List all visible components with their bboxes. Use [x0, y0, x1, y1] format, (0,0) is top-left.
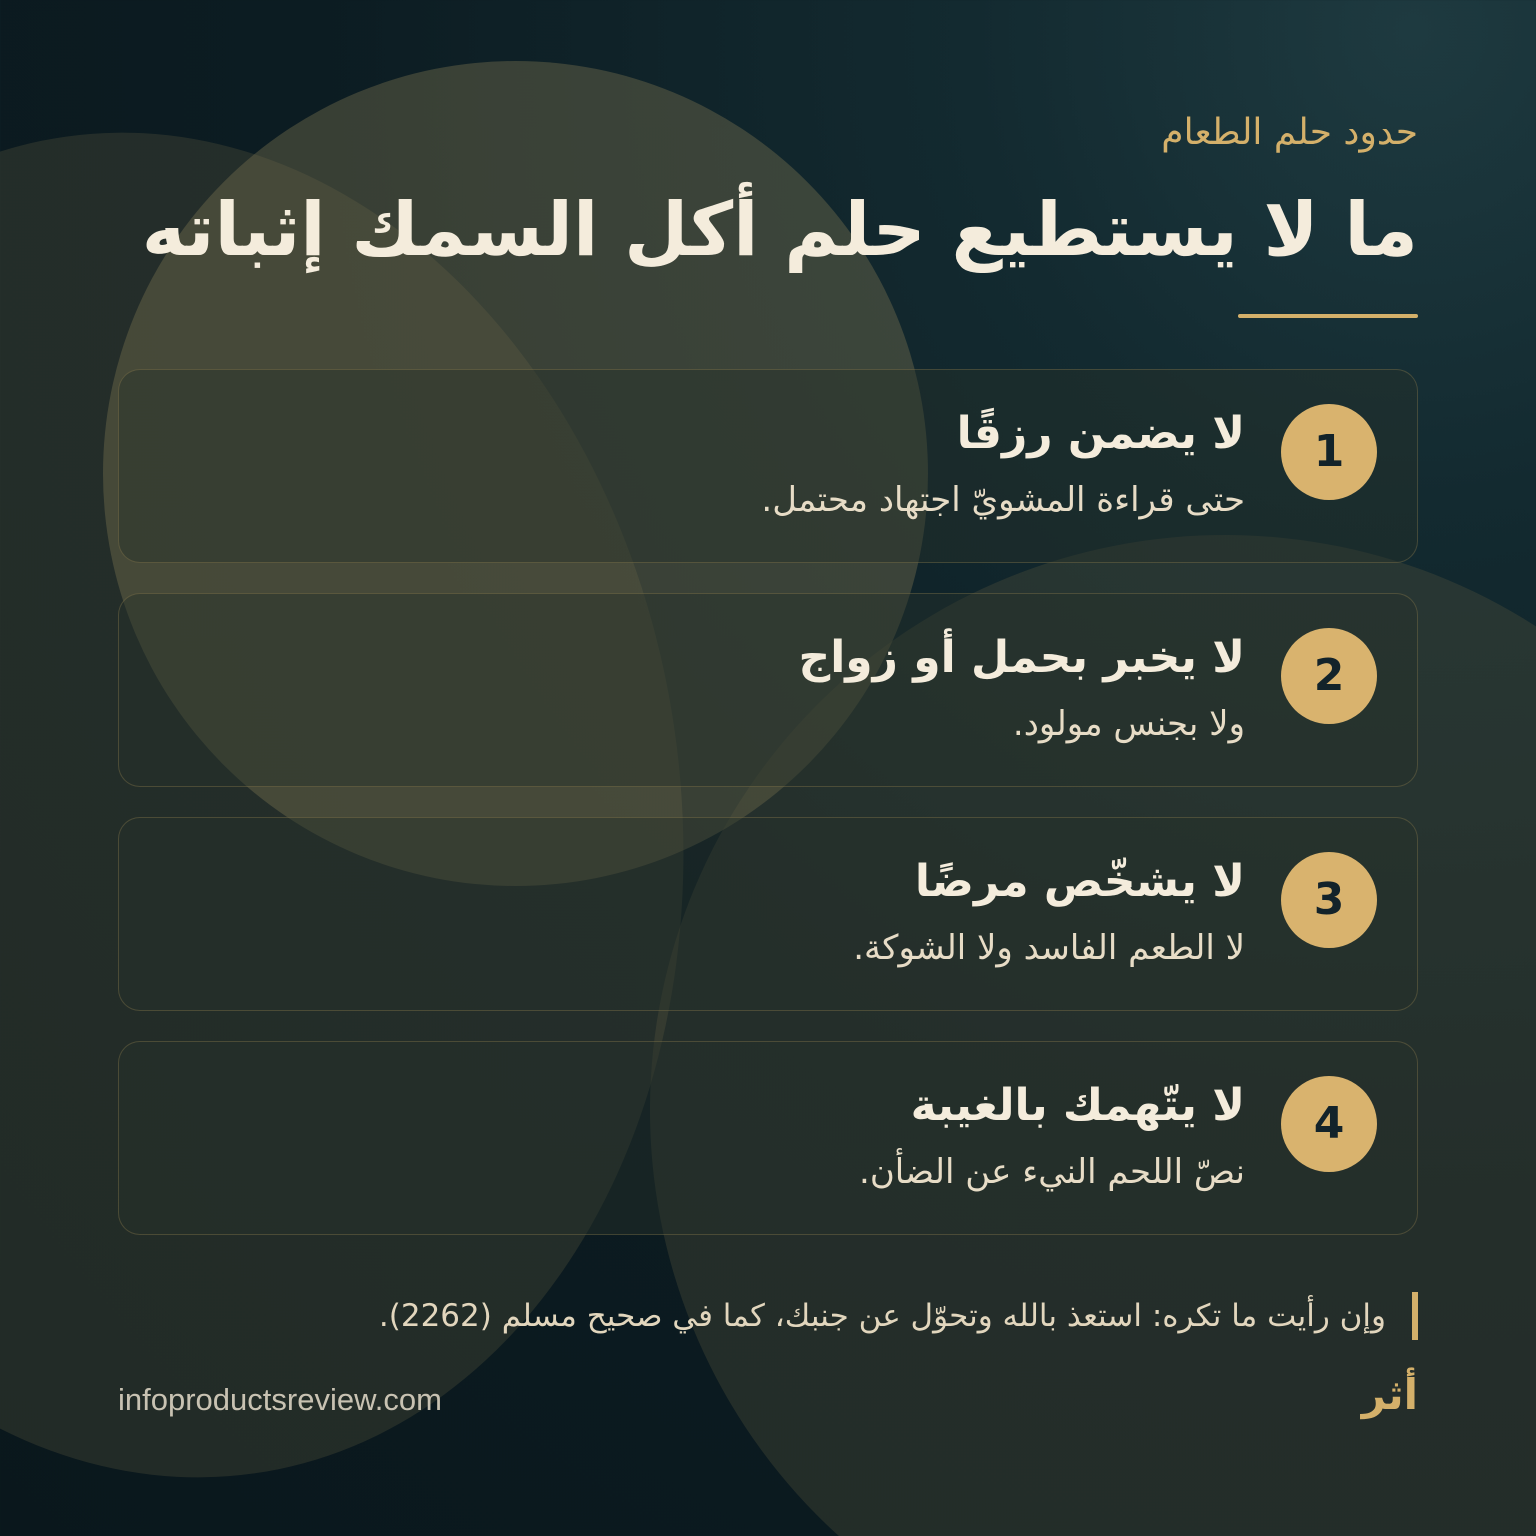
item-description: حتى قراءة المشويّ اجتهاد محتمل. [761, 480, 1245, 520]
list-item [118, 369, 1418, 563]
item-title: لا يشخّص مرضًا [914, 856, 1245, 907]
eyebrow-label: حدود حلم الطعام [1161, 112, 1418, 153]
number-badge: 4 [1281, 1076, 1377, 1172]
number-badge: 3 [1281, 852, 1377, 948]
item-description: لا الطعم الفاسد ولا الشوكة. [853, 928, 1245, 968]
footer-note: وإن رأيت ما تكره: استعذ بالله وتحوّل عن جنبك، كما في صحيح مسلم (2262). [379, 1292, 1418, 1340]
brand-logo: أثر [1361, 1370, 1418, 1419]
item-title: لا يتّهمك بالغيبة [910, 1080, 1245, 1131]
website-link[interactable]: infoproductsreview.com [118, 1382, 442, 1417]
item-description: ولا بجنس مولود. [1012, 704, 1245, 744]
number-badge: 1 [1281, 404, 1377, 500]
item-title: لا يخبر بحمل أو زواج [798, 632, 1245, 683]
list-item [118, 593, 1418, 787]
number-badge: 2 [1281, 628, 1377, 724]
list-item [118, 1041, 1418, 1235]
item-title: لا يضمن رزقًا [956, 408, 1245, 459]
title-divider [1238, 314, 1418, 318]
item-description: نصّ اللحم النيء عن الضأن. [859, 1152, 1245, 1192]
list-item [118, 817, 1418, 1011]
page-title: ما لا يستطيع حلم أكل السمك إثباته [141, 187, 1418, 273]
